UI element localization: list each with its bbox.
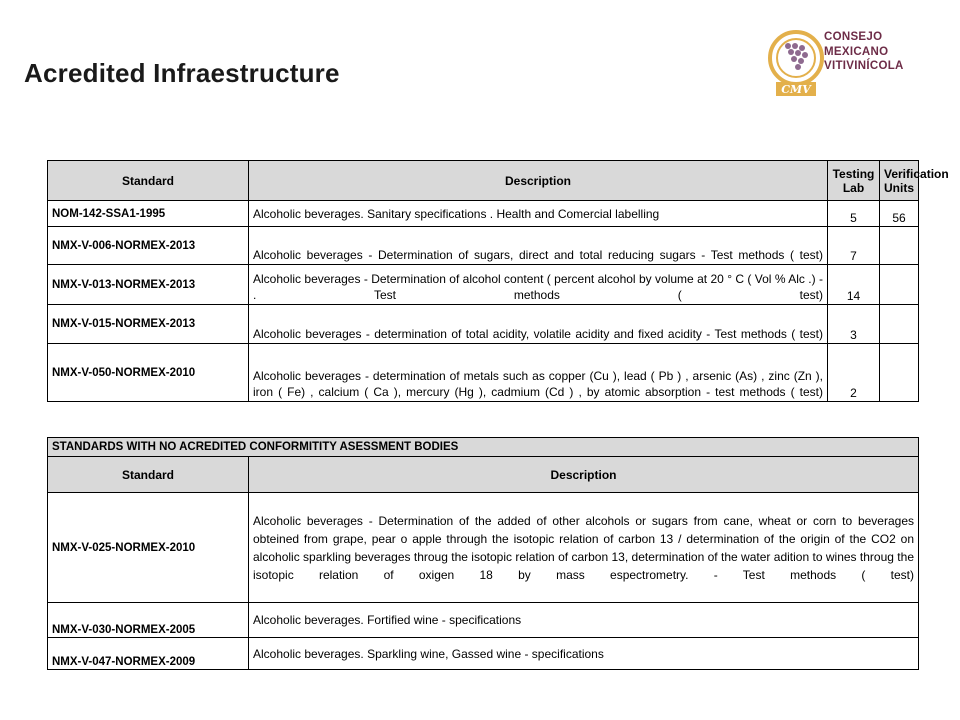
standard-cell: NMX-V-025-NORMEX-2010 xyxy=(48,493,249,603)
table-caption: STANDARDS WITH NO ACREDITED CONFORMITITY ASESSMENT BODIES xyxy=(48,438,919,457)
table-row xyxy=(48,344,919,402)
table-row xyxy=(48,493,919,603)
description-cell: Alcoholic beverages. Sparkling wine, Gassed wine - specifications xyxy=(249,638,919,670)
table-row xyxy=(48,603,919,638)
description-cell: Alcoholic beverages - Determination of alcohol content ( percent alcohol by volume at 20 ° C ( Vol % Alc .) - . Test methods ( test) xyxy=(249,265,828,305)
standard-cell: NMX-V-050-NORMEX-2010 xyxy=(48,344,249,402)
description-cell: Alcoholic beverages - determination of metals such as copper (Cu ), lead ( Pb ) , arsenic (As) , zinc (Zn ), iron ( Fe) , calcium ( Ca ), mercury (Hg ), cadmium (Cd ) , by atomic absorption - test methods ( test) xyxy=(249,344,828,402)
description-cell: Alcoholic beverages. Sanitary specifications . Health and Comercial labelling xyxy=(249,201,828,227)
header-description: Description xyxy=(249,457,919,493)
verification-units-cell xyxy=(880,227,919,265)
verification-units-cell: 56 xyxy=(880,201,919,227)
standard-cell: NOM-142-SSA1-1995 xyxy=(48,201,249,227)
table-row xyxy=(48,227,919,265)
logo-line-1: CONSEJO xyxy=(824,31,883,43)
header-standard: Standard xyxy=(48,161,249,201)
cmv-emblem-icon xyxy=(768,22,824,102)
header-verification-units: Verification Units xyxy=(880,161,919,201)
description-cell: Alcoholic beverages. Fortified wine - specifications xyxy=(249,603,919,638)
logo-line-3: VITIVINÍCOLA xyxy=(824,60,904,72)
page-title: Acredited Infraestructure xyxy=(24,58,340,88)
testing-lab-cell: 14 xyxy=(828,265,880,305)
verification-units-cell xyxy=(880,344,919,402)
verification-units-cell xyxy=(880,305,919,344)
description-cell: Alcoholic beverages - determination of total acidity, volatile acidity and fixed acidity - Test methods ( test) xyxy=(249,305,828,344)
table-header-row xyxy=(48,457,919,493)
standard-cell: NMX-V-030-NORMEX-2005 xyxy=(48,603,249,638)
table-row xyxy=(48,265,919,305)
non-accredited-table xyxy=(47,437,919,670)
standard-cell: NMX-V-015-NORMEX-2013 xyxy=(48,305,249,344)
verification-units-cell xyxy=(880,265,919,305)
testing-lab-cell: 2 xyxy=(828,344,880,402)
standard-cell: NMX-V-047-NORMEX-2009 xyxy=(48,638,249,670)
description-cell: Alcoholic beverages - Determination of sugars, direct and total reducing sugars - Test methods ( test) xyxy=(249,227,828,265)
standard-cell: NMX-V-013-NORMEX-2013 xyxy=(48,265,249,305)
testing-lab-cell: 7 xyxy=(828,227,880,265)
table-header-row xyxy=(48,161,919,201)
logo-wordmark xyxy=(824,30,904,74)
table-row xyxy=(48,638,919,670)
testing-lab-cell: 5 xyxy=(828,201,880,227)
svg-text:CMV: CMV xyxy=(781,83,811,96)
logo-line-2: MEXICANO xyxy=(824,45,889,58)
description-cell: Alcoholic beverages - Determination of the added of other alcohols or sugars from cane, wheat or corn to beverages obteined from grape, pear o apple through the isotopic relation of carbon 13 / determination of the origin of the CO2 on alcoholic sparkling beverages throug the isotopic relation of carbon 13, determination of the water adition to wines throug the isotopic relation of oxigen 18 by mass espectrometry. - Test methods ( test) xyxy=(249,493,919,603)
table-row xyxy=(48,305,919,344)
accredited-table xyxy=(47,160,949,402)
header-standard: Standard xyxy=(48,457,249,493)
table-caption-row xyxy=(48,438,919,457)
header-testing-lab: Testing Lab xyxy=(828,161,880,201)
standard-cell: NMX-V-006-NORMEX-2013 xyxy=(48,227,249,265)
header-description: Description xyxy=(249,161,828,201)
cmv-logo xyxy=(768,22,928,102)
testing-lab-cell: 3 xyxy=(828,305,880,344)
table-row xyxy=(48,201,919,227)
